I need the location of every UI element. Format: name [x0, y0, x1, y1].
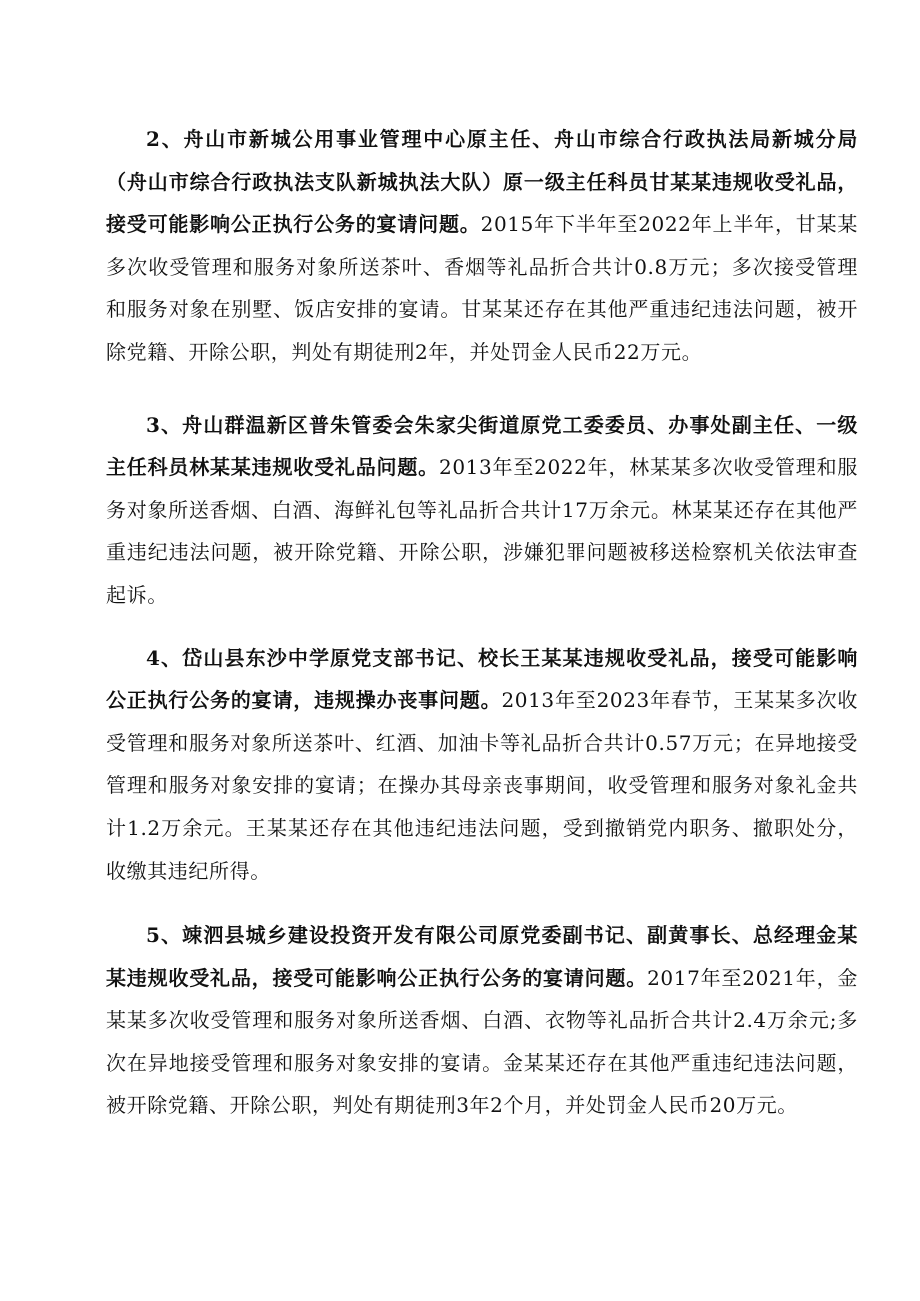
paragraph-case-3	[106, 404, 858, 617]
paragraph-lead: 5、竦泗县城乡建设投资开发有限公司原党委副书记、副黄事长、总经理金某某违规收受礼品，接受可能影响公正执行公务的宴请问题。	[106, 923, 858, 990]
paragraph-body: 2017年至2021年，金某某多次收受管理和服务对象所送香烟、白酒、衣物等礼品折合共计2.4万余元;多次在异地接受管理和服务对象安排的宴请。金某某还存在其他严重违纪违法问题，被开除党籍、开除公职，判处有期徒刑3年2个月，并处罚金人民币20万元。	[106, 965, 858, 1118]
paragraph-body: 2013年至2023年春节，王某某多次收受管理和服务对象所送茶叶、红酒、加油卡等礼品折合共计0.57万元；在异地接受管理和服务对象安排的宴请；在操办其母亲丧事期间，收受管理和服务对象礼金共计1.2万余元。王某某还存在其他违纪违法问题，受到撤销党内职务、撤职处分，收缴其违纪所得。	[106, 688, 858, 883]
document-page	[106, 118, 858, 1153]
paragraph-lead: 4、岱山县东沙中学原党支部书记、校长王某某违规收受礼品，接受可能影响公正执行公务的宴请，违规操办丧事问题。	[106, 645, 858, 713]
paragraph-lead: 2、舟山市新城公用事业管理中心原主任、舟山市综合行政执法局新城分局（舟山市综合行政执法支队新城执法大队）原一级主任科员甘某某违规收受礼品，接受可能影响公正执行公务的宴请问题。	[106, 127, 858, 237]
paragraph-case-2	[106, 118, 858, 374]
paragraph-case-4	[106, 637, 858, 893]
paragraph-lead: 3、舟山群温新区普朱管委会朱家尖街道原党工委委员、办事处副主任、一级主任科员林某某违规收受礼品问题。	[106, 412, 858, 480]
paragraph-case-5	[106, 914, 858, 1127]
paragraph-body: 2013年至2022年，林某某多次收受管理和服务对象所送香烟、白酒、海鲜礼包等礼品折合共计17万余元。林某某还存在其他严重违纪违法问题，被开除党籍、开除公职，涉嫌犯罪问题被移送检察机关依法审查起诉。	[106, 455, 858, 607]
paragraph-body: 2015年下半年至2022年上半年，甘某某多次收受管理和服务对象所送茶叶、香烟等礼品折合共计0.8万元；多次接受管理和服务对象在别墅、饭店安排的宴请。甘某某还存在其他严重违纪违法问题，被开除党籍、开除公职，判处有期徒刑2年，并处罚金人民币22万元。	[106, 212, 858, 364]
